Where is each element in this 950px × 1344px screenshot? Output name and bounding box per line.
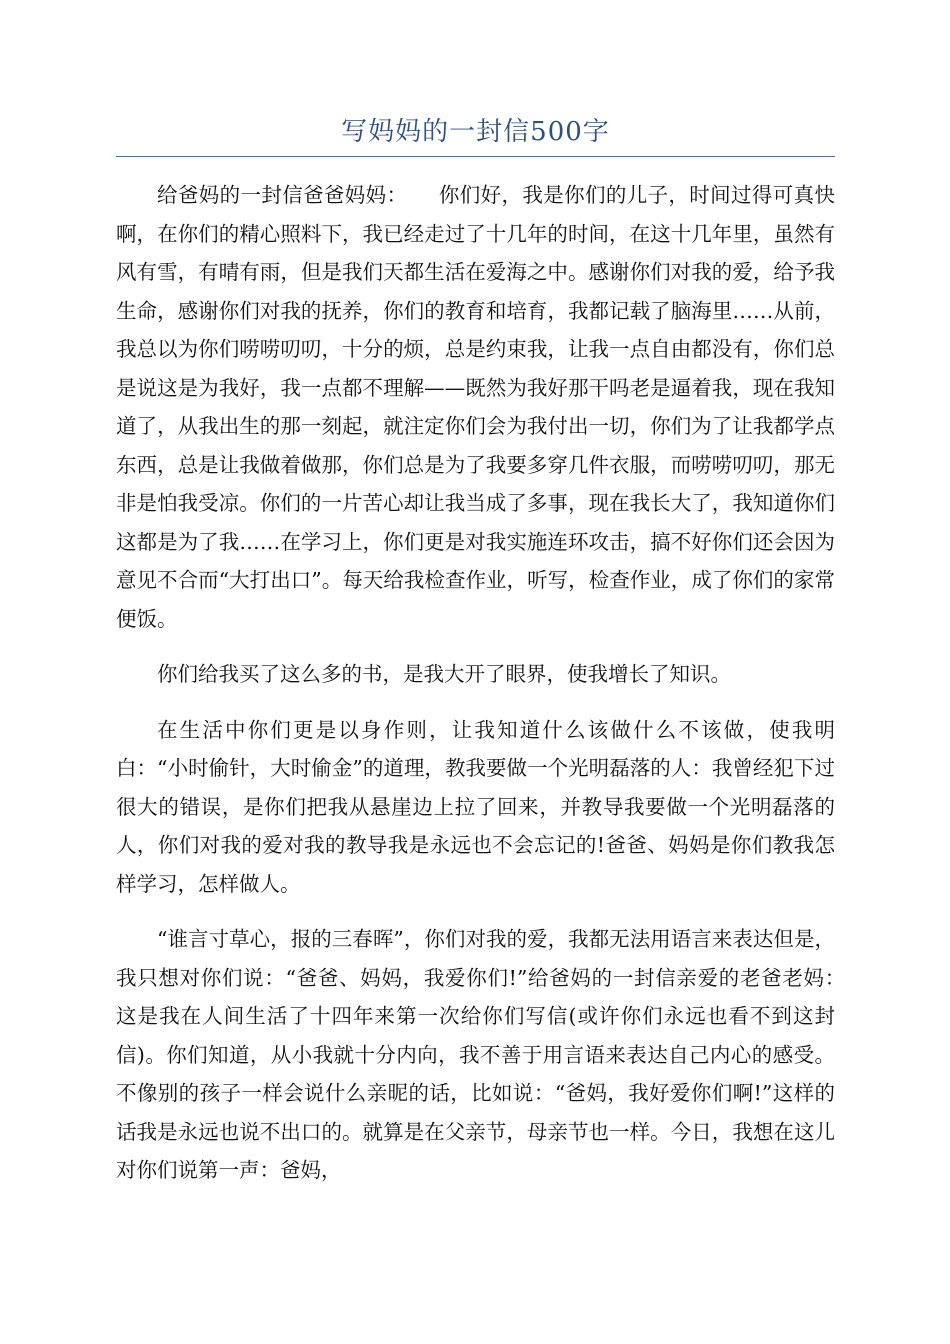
page-title: 写妈妈的一封信500字	[341, 117, 610, 147]
paragraph-4: “谁言寸草心，报的三春晖”，你们对我的爱，我都无法用语言来表达但是，我只想对你们说：“爸爸、妈妈，我爱你们!”给爸妈的一封信亲爱的老爸老妈： 这是我在人间生活了十四年来第一次给你们写信(或许你们永远也看不到这封信)。你们知道，从小我就十分内向，我不善于用言语来表达自己内心的感受。不像别的孩子一样会说什么亲昵的话，比如说：“爸妈，我好爱你们啊!”这样的话我是永远也说不出口的。就算是在父亲节，母亲节也一样。今日，我想在这儿对你们说第一声：爸妈，	[116, 927, 876, 1182]
letter-body	[116, 176, 876, 1207]
paragraph-3: 在生活中你们更是以身作则，让我知道什么该做什么不该做，使我明白：“小时偷针，大时偷金”的道理，教我要做一个光明磊落的人：我曾经犯下过很大的错误，是你们把我从悬崖边上拉了回来，并教导我要做一个光明磊落的人，你们对我的爱对我的教导我是永远也不会忘记的!爸爸、妈妈是你们教我怎样学习，怎样做人。	[116, 717, 835, 896]
paragraph-1: 给爸妈的一封信爸爸妈妈： 你们好，我是你们的儿子，时间过得可真快啊，在你们的精心照料下，我已经走过了十几年的时间，在这十几年里，虽然有风有雪，有晴有雨，但是我们天都生活在爱海之中。感谢你们对我的爱，给予我生命，感谢你们对我的抚养，你们的教育和培育，我都记载了脑海里……从前，我总以为你们唠唠叨叨，十分的烦，总是约束我，让我一点自由都没有，你们总是说这是为我好，我一点都不理解——既然为我好那干吗老是逼着我，现在我知道了，从我出生的那一刻起，就注定你们会为我付出一切，你们为了让我都学点东西，总是让我做着做那，你们总是为了我要多穿几件衣服，而唠唠叨叨，那无非是怕我受凉。你们的一片苦心却让我当成了多事，现在我长大了，我知道你们这都是为了我……在学习上，你们更是对我实施连环攻击，搞不好你们还会因为意见不合而“大打出口”。每天给我检查作业，听写，检查作业，成了你们的家常便饭。	[116, 183, 835, 631]
title-block	[116, 112, 835, 157]
paragraph-2: 你们给我买了这么多的书，是我大开了眼界，使我增长了知识。	[157, 662, 731, 686]
